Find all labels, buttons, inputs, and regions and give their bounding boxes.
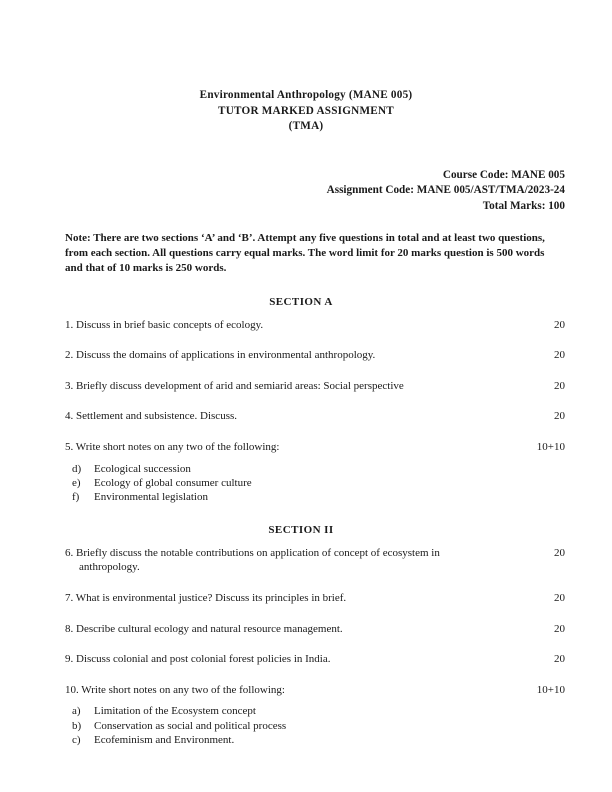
question-row xyxy=(65,440,565,455)
question-row xyxy=(65,318,565,333)
course-code: Course Code: MANE 005 xyxy=(442,168,565,181)
question-marks: 20 xyxy=(554,349,565,362)
question-text: 5. Write short notes on any two of the following: xyxy=(65,440,280,453)
question-list-a xyxy=(65,318,565,505)
list-item-marker: b) xyxy=(72,719,82,732)
assignment-code: Assignment Code: MANE 005/AST/TMA/2023-24 xyxy=(326,184,565,196)
list-item xyxy=(72,490,565,504)
list-item xyxy=(72,719,565,733)
list-item-label: Conservation as social and political process xyxy=(94,719,287,732)
question-row xyxy=(65,622,565,637)
question-marks: 20 xyxy=(554,379,565,392)
question-marks: 20 xyxy=(554,546,565,559)
question-text: 10. Write short notes on any two of the following: xyxy=(65,683,285,696)
question-row xyxy=(65,379,565,394)
page-subtitle-abbrev: (TMA) xyxy=(288,120,324,132)
section-ii xyxy=(0,524,612,748)
list-item xyxy=(72,733,565,747)
question-marks: 20 xyxy=(554,653,565,666)
question-marks: 20 xyxy=(554,318,565,331)
question-subitem-list xyxy=(72,704,565,747)
question-row xyxy=(65,409,565,424)
question-marks: 20 xyxy=(554,410,565,423)
question-text: 7. What is environmental justice? Discuss its principles in brief. xyxy=(65,591,347,604)
question-row xyxy=(65,546,565,575)
list-item xyxy=(72,704,565,718)
course-meta-block xyxy=(0,168,612,215)
list-item-label: Limitation of the Ecosystem concept xyxy=(94,705,256,718)
list-item-label: Ecology of global consumer culture xyxy=(94,476,252,489)
list-item-label: Environmental legislation xyxy=(94,491,208,504)
list-item-marker: e) xyxy=(72,476,81,489)
question-text: 6. Briefly discuss the notable contributions on application of concept of ecosystem in anthropology. xyxy=(65,546,440,574)
question-text: 3. Briefly discuss development of arid and semiarid areas: Social perspective xyxy=(65,379,404,392)
question-text: 8. Describe cultural ecology and natural resource management. xyxy=(65,622,343,635)
section-a xyxy=(0,296,612,505)
list-item-marker: f) xyxy=(72,491,80,504)
total-marks: Total Marks: 100 xyxy=(482,199,565,212)
question-marks: 20 xyxy=(554,591,565,604)
list-item-marker: d) xyxy=(72,462,82,475)
question-subitem-list xyxy=(72,462,565,505)
question-marks: 20 xyxy=(554,622,565,635)
question-text: 1. Discuss in brief basic concepts of ecology. xyxy=(65,318,264,331)
question-row xyxy=(65,348,565,363)
question-text: 9. Discuss colonial and post colonial forest policies in India. xyxy=(65,653,331,666)
question-row xyxy=(65,683,565,698)
question-marks: 10+10 xyxy=(536,440,565,453)
question-text: 4. Settlement and subsistence. Discuss. xyxy=(65,410,238,423)
instructions-note: Note: There are two sections ‘A’ and ‘B’. Attempt any five questions in total and at least two questions, from each section. All questions carry equal marks. The word limit for 20 marks question is 500 words and that of 10 marks is 250 words. xyxy=(65,232,545,275)
question-text: 2. Discuss the domains of applications in environmental anthropology. xyxy=(65,349,376,362)
question-list-ii xyxy=(65,546,565,748)
list-item xyxy=(72,462,565,476)
list-item xyxy=(72,476,565,490)
list-item-label: Ecofeminism and Environment. xyxy=(94,734,235,747)
list-item-marker: c) xyxy=(72,734,81,747)
section-heading-a: SECTION A xyxy=(269,295,333,308)
list-item-marker: a) xyxy=(72,705,81,718)
question-marks: 10+10 xyxy=(536,683,565,696)
page-subtitle: TUTOR MARKED ASSIGNMENT xyxy=(218,104,394,117)
page-title: Environmental Anthropology (MANE 005) xyxy=(199,89,413,101)
section-heading-ii: SECTION II xyxy=(268,523,334,536)
question-row xyxy=(65,652,565,667)
list-item-label: Ecological succession xyxy=(94,462,191,475)
question-row xyxy=(65,591,565,606)
document-title-block xyxy=(0,88,612,135)
